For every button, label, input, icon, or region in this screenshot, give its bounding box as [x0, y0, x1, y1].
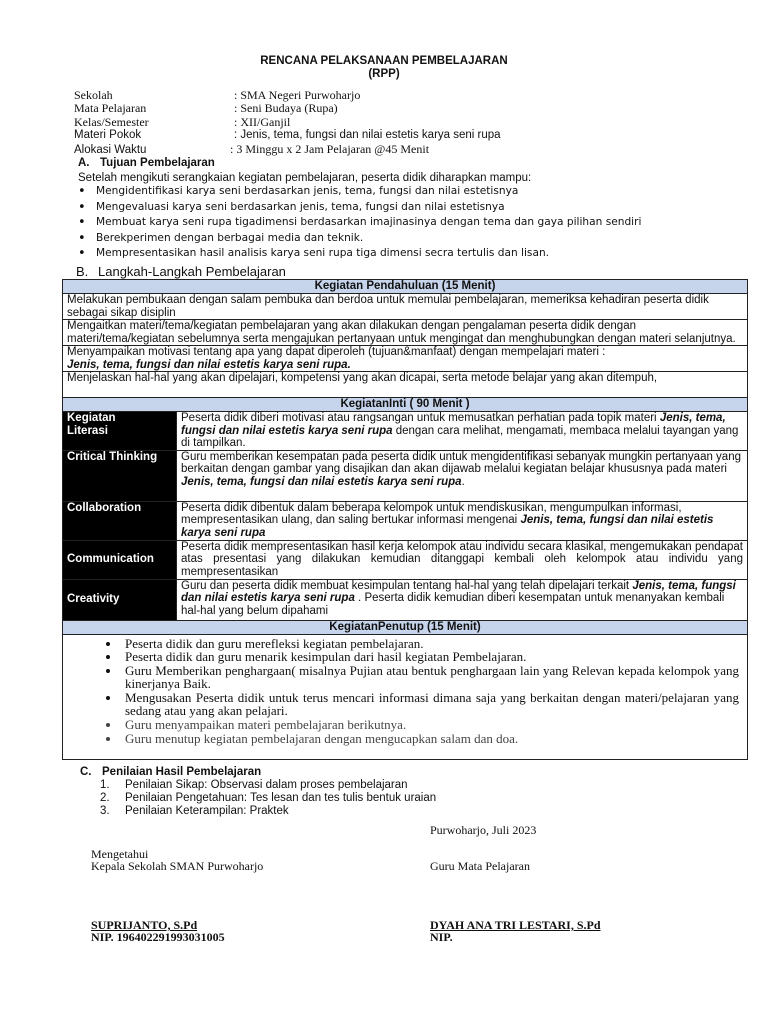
- section-a-intro: Setelah mengikuti serangkaian kegiatan pembelajaran, peserta didik diharapkan mampu:: [78, 172, 532, 184]
- pendahuluan-header: Kegiatan Pendahuluan (15 Menit): [63, 280, 748, 294]
- list-item: • Guru menyampaikan materi pembelajaran berikutnya.: [121, 718, 739, 732]
- acknowledgement-label: Mengetahui: [91, 847, 149, 861]
- section-b-letter: B.: [76, 264, 89, 279]
- list-item: • Membuat karya seni rupa tigadimensi berdasarkan imajinasinya dengan tema dan gaya pilihan sendiri: [78, 215, 738, 231]
- penutup-header: KegiatanPenutup (15 Menit): [63, 620, 748, 634]
- motivasi-text: Menyampaikan motivasi tentang apa yang dapat diperoleh (tujuan&manfaat) dengan mempelajari materi :: [67, 346, 606, 358]
- identity-value: : Seni Budaya (Rupa): [234, 101, 338, 116]
- list-item: • Mengidentifikasi karya seni berdasarkan jenis, tema, fungsi dan nilai estetisnya: [78, 184, 738, 200]
- identity-label: Sekolah: [74, 88, 113, 102]
- identity-row: [74, 114, 291, 129]
- communication-label: Communication: [63, 540, 177, 579]
- identity-value: : SMA Negeri Purwoharjo: [234, 88, 361, 102]
- identity-value: : Jenis, tema, fungsi dan nilai estetis karya seni rupa: [234, 129, 501, 142]
- principal-name: SUPRIJANTO, S.Pd: [91, 918, 198, 932]
- identity-label: Alokasi Waktu: [74, 143, 147, 156]
- table-row: Melakukan pembukaan dengan salam pembuka dan berdoa untuk memulai pembelajaran, memeriksa kehadiran peserta didik sebagai sikap disiplin: [63, 294, 748, 320]
- learning-steps-table: [62, 279, 748, 760]
- list-item: • Peserta didik dan guru menarik kesimpulan dari hasil kegiatan Pembelajaran.: [121, 650, 739, 664]
- section-a-letter: A.: [78, 157, 90, 169]
- section-b-title: Langkah-Langkah Pembelajaran: [98, 264, 286, 279]
- motivasi-topic: Jenis, tema, fungsi dan nilai estetis karya seni rupa.: [67, 358, 351, 371]
- identity-label: Kelas/Semester: [74, 114, 149, 129]
- penutup-cell: [63, 634, 748, 760]
- table-row: [63, 346, 748, 372]
- list-item: • Guru Memberikan penghargaan( misalnya Pujian atau bentuk penghargaan lain yang Relevan kepada kelompok yang kinerjanya Baik.: [121, 664, 739, 691]
- section-b-heading: [76, 264, 286, 279]
- identity-label: Mata Pelajaran: [74, 101, 147, 116]
- identity-row: [74, 129, 501, 142]
- identity-label: Materi Pokok: [74, 129, 142, 142]
- identity-row: [74, 88, 361, 102]
- list-item: 2. Penilaian Pengetahuan: Tes lesan dan tes tulis bentuk uraian: [100, 792, 437, 804]
- principal-nip: NIP. 196402291993031005: [91, 930, 225, 944]
- list-item: • Mengusakan Peserta didik untuk terus mencari informasi dimana saja yang berkaitan dengan materi/pelajaran yang sedang atau yang akan pelajari.: [121, 691, 739, 718]
- section-c-title: Penilaian Hasil Pembelajaran: [102, 766, 262, 778]
- critical-thinking-text: Guru memberikan kesempatan pada peserta didik untuk mengidentifikasi sebanyak mungkin pertanyaan yang berkaitan dengan gambar yang disajikan dan akan dijawab melalui kegiatan belajar khususnya pada materi Jenis, tema, fungsi dan nilai estetis karya seni rupa.: [177, 450, 748, 501]
- list-item: 3. Penilaian Keterampilan: Praktek: [100, 805, 289, 817]
- teacher-role: Guru Mata Pelajaran: [430, 859, 530, 873]
- identity-block: [74, 88, 501, 156]
- inti-header: KegiatanInti ( 90 Menit ): [63, 398, 748, 412]
- identity-value: : XII/Ganjil: [234, 114, 291, 129]
- section-a-title: Tujuan Pembelajaran: [100, 157, 215, 169]
- communication-text: Peserta didik mempresentasikan hasil kerja kelompok atau individu secara klasikal, mengemukakan pendapat atas presentasi yang dilakukan kemudian ditanggapi kembali oleh kelompok atau individu yang mempresentasikan: [177, 540, 748, 579]
- collaboration-text: Peserta didik dibentuk dalam beberapa kelompok untuk mendiskusikan, mengumpulkan informasi, mempresentasikan ulang, dan saling bertukar informasi mengenai Jenis, tema, fungsi dan nilai estetis karya seni rupa: [177, 501, 748, 540]
- principal-role: Kepala Sekolah SMAN Purwoharjo: [91, 859, 264, 873]
- section-c-heading: [80, 766, 261, 778]
- assessment-list: [100, 779, 436, 818]
- list-item: • Mempresentasikan hasil analisis karya seni rupa tiga dimensi secra tertulis dan lisan.: [78, 246, 738, 262]
- list-item: • Peserta didik dan guru merefleksi kegiatan pembelajaran.: [121, 637, 739, 651]
- identity-row: [74, 141, 430, 156]
- section-c-letter: C.: [80, 766, 92, 778]
- document-title: RENCANA PELAKSANAAN PEMBELAJARAN: [260, 55, 508, 67]
- list-item: 1. Penilaian Sikap: Observasi dalam proses pembelajaran: [100, 779, 408, 791]
- collaboration-label: Collaboration: [63, 501, 177, 540]
- list-item: • Guru menutup kegiatan pembelajaran dengan mengucapkan salam dan doa.: [121, 732, 739, 746]
- identity-row: [74, 101, 338, 116]
- objectives-list: [78, 184, 738, 262]
- list-item: • Berekperimen dengan berbagai media dan teknik.: [78, 231, 738, 247]
- list-item: • Mengevaluasi karya seni berdasarkan jenis, tema, fungsi dan nilai estetisnya: [78, 200, 738, 216]
- table-row: Menjelaskan hal-hal yang akan dipelajari, kompetensi yang akan dicapai, serta metode belajar yang akan ditempuh,: [63, 372, 748, 398]
- creativity-text: Guru dan peserta didik membuat kesimpulan tentang hal-hal yang telah dipelajari terkait Jenis, tema, fungsi dan nilai estetis karya seni rupa . Peserta didik kemudian diberi kesempatan untuk menanyakan kembali hal-hal yang belum dipahami: [177, 579, 748, 620]
- teacher-nip: NIP.: [430, 930, 453, 944]
- section-a-heading: [78, 157, 215, 169]
- identity-value: : 3 Minggu x 2 Jam Pelajaran @45 Menit: [230, 141, 430, 156]
- literasi-label: Kegiatan Literasi: [63, 412, 177, 451]
- table-row: Mengaitkan materi/tema/kegiatan pembelajaran yang akan dilakukan dengan pengalaman peserta didik dengan materi/tema/kegiatan sebelumnya serta mengajukan pertanyaan untuk mengingat dan menghubungkan dengan materi selanjutnya.: [63, 320, 748, 346]
- teacher-name: DYAH ANA TRI LESTARI, S.Pd: [430, 918, 601, 932]
- closing-list: [63, 637, 739, 746]
- critical-thinking-label: Critical Thinking: [63, 450, 177, 501]
- literasi-text: Peserta didik diberi motivasi atau rangsangan untuk memusatkan perhatian pada topik materi Jenis, tema, fungsi dan nilai estetis karya seni rupa dengan cara melihat, mengamati, membaca melalui tayangan yang di tampilkan.: [177, 412, 748, 451]
- place-date: Purwoharjo, Juli 2023: [430, 823, 537, 837]
- document-subtitle: (RPP): [368, 68, 400, 80]
- creativity-label: Creativity: [63, 579, 177, 620]
